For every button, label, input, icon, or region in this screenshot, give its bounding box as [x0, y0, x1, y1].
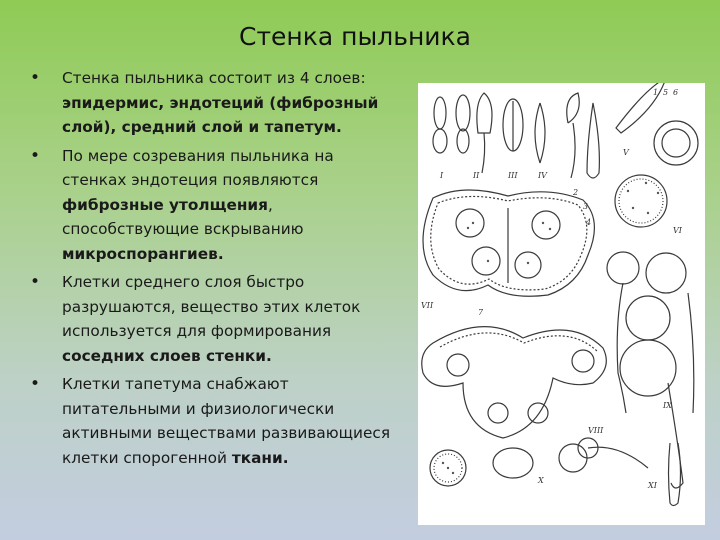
anther-drawing — [418, 83, 705, 525]
pollen-grain — [654, 121, 698, 165]
bullet-text: По мере созревания пыльника на стенках эндотеция появляются — [62, 146, 334, 189]
germinating-pollen — [607, 252, 694, 488]
slide-title — [0, 22, 720, 51]
figure-label: III — [508, 171, 518, 180]
bullet-bold-text: эпидермис, эндотеций (фиброзный слой), средний слой и тапетум. — [62, 93, 379, 136]
bullet-bold-text: микроспорангиев. — [62, 244, 224, 263]
bullet-item — [30, 66, 402, 140]
mature-anther-cross-section — [422, 327, 607, 438]
figure-label: X — [538, 476, 544, 485]
figure-label: 2 — [573, 188, 579, 197]
bullet-item — [30, 270, 402, 368]
figure-label: VII — [421, 301, 434, 310]
figure-label: II — [473, 171, 480, 180]
bullet-bold-text: ткани. — [231, 448, 289, 467]
bullet-text: Клетки тапетума снабжают питательными и физиологически активными веществами развивающиеся клетки спорогенной — [62, 375, 391, 467]
figure-label: 1 — [653, 88, 659, 97]
figure-label: V — [623, 148, 629, 157]
figure-label: 4 — [586, 218, 592, 227]
bullet-item — [30, 144, 402, 267]
figure-label: 3 — [583, 202, 589, 211]
figure-label: 5 — [663, 88, 669, 97]
spiky-pollen-grain — [615, 175, 667, 227]
figure-label: XI — [648, 481, 657, 490]
figure-label: VI — [673, 226, 682, 235]
anther-cross-section — [423, 190, 594, 296]
bullet-bold-text: соседних слоев стенки. — [62, 346, 272, 365]
figure-label: VIII — [588, 426, 604, 435]
bullet-bold-text: фиброзные утолщения — [62, 195, 268, 214]
figure-label: 6 — [673, 88, 679, 97]
slide-title-text: Стенка пыльника — [239, 22, 471, 51]
figure-label: IV — [538, 171, 547, 180]
bullet-text: Клетки среднего слоя быстро разрушаются, вещество этих клеток используется для формирования — [62, 273, 361, 340]
bullet-text: Стенка пыльника состоит из 4 слоев: — [62, 69, 366, 87]
bullet-text: , способствующие вскрыванию — [62, 195, 304, 238]
bullet-item — [30, 372, 402, 470]
figure-label: 7 — [478, 308, 484, 317]
anther-illustration — [418, 83, 705, 525]
figure-label: IX — [663, 401, 672, 410]
stamen-drawings — [433, 83, 669, 178]
figure-label: I — [440, 171, 444, 180]
pollen-grain — [493, 448, 533, 478]
bullet-list — [30, 66, 402, 474]
